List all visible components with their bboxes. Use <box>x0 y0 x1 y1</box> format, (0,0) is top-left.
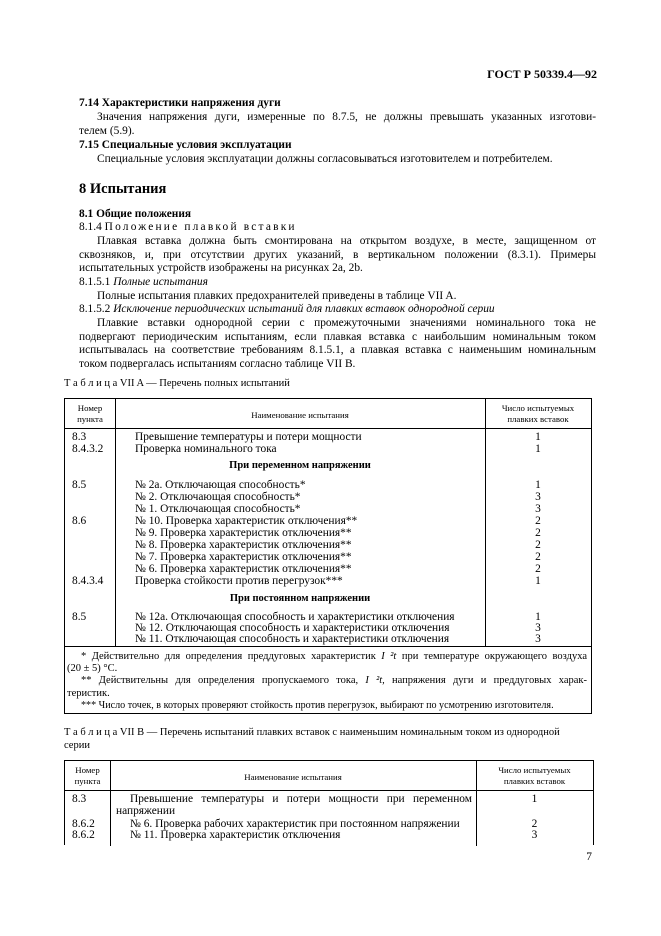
table-b-header-num <box>65 765 110 787</box>
table-b-row-count: 2 <box>531 818 538 830</box>
table-a-row-count: 2 <box>535 539 541 551</box>
table-b-row-num: 8.6.2 <box>72 818 95 830</box>
table-a-row-name: № 9. Проверка характеристик отключения** <box>135 527 352 539</box>
table-a-row-name: № 2а. Отключающая способность* <box>135 479 306 491</box>
footnote-1 <box>67 651 587 663</box>
table-b <box>64 760 594 845</box>
text-line: током подвергалась испытаниям согласно таблице VII B. <box>79 357 356 370</box>
section-title: Положение плавкой вставки <box>104 221 297 233</box>
header-line: плавких вставок <box>507 414 569 424</box>
table-a-header-name: Наименование испытания <box>251 410 349 420</box>
section-8-1-heading: 8.1 Общие положения <box>79 208 192 220</box>
caption-line: Т а б л и ц а VII B — Перечень испытаний плавких вставок с наименьшим номинальным током из однородной <box>64 727 560 738</box>
footnote-1-cont: (20 ± 5) °C. <box>67 663 118 675</box>
footnote-text: * Действительно для определения преддуговых характеристик <box>81 651 382 662</box>
table-a-row-count: 1 <box>535 575 541 587</box>
table-a-col-divider <box>115 399 116 646</box>
text-line: Плавкая вставка должна быть смонтирована на открытом воздухе, в месте, защищенном от <box>97 235 596 247</box>
footnote-2 <box>67 675 587 687</box>
table-b-row-name: № 11. Проверка характеристик отключения <box>130 829 341 841</box>
text-line: Значения напряжения дуги, измеренные по 8.7.5, не должны превышать указанных изготови- <box>97 111 596 123</box>
section-number: 8.1.4 <box>79 221 102 233</box>
table-a-row-num: 8.4.3.2 <box>72 443 104 455</box>
text-line: испытывалась на соответствие требованиям 8.1.5.1, а плавкая вставка с наименьшим номинальным <box>79 344 596 357</box>
table-a-header-num <box>65 403 115 425</box>
table-a-row-count: 2 <box>535 515 541 527</box>
text-line: подвергают периодическим испытаниям, если плавкая вставка с наибольшим номинальным током <box>79 330 596 343</box>
table-a-header-count <box>485 403 591 425</box>
section-8-1-5-1-text: Полные испытания плавких предохранителей приведены в таблице VII A. <box>97 290 457 302</box>
table-a-row-name: № 8. Проверка характеристик отключения** <box>135 539 352 551</box>
table-a-row-count: 3 <box>535 622 541 634</box>
table-b-row-count: 1 <box>531 793 538 805</box>
section-7-15-text: Специальные условия эксплуатации должны согласовываться изготовителем и потребителем. <box>97 153 553 165</box>
math-expression: I ²t <box>381 651 397 662</box>
text-line: телем (5.9). <box>79 124 135 137</box>
table-b-row-name <box>116 793 472 817</box>
header-line: пункта <box>77 414 103 424</box>
footnote-text: при температуре окружающего воздуха <box>396 651 587 662</box>
section-number: 8.1.5.2 <box>79 303 111 315</box>
section-7-14-text <box>79 111 596 138</box>
header-line: плавких вставок <box>503 776 566 786</box>
table-a-header-rule <box>65 428 591 429</box>
table-b-header-count <box>476 765 593 787</box>
table-a-row-count: 1 <box>535 443 541 455</box>
table-b-row-num: 8.6.2 <box>72 829 95 841</box>
table-a-row-name: № 11. Отключающая способность и характеристики отключения <box>135 633 450 645</box>
section-7-15-heading: 7.15 Специальные условия эксплуатации <box>79 139 292 151</box>
section-8-1-4-text <box>79 235 596 276</box>
text-line: испытательных устройств изображены на рисунках 2а, 2b. <box>79 262 363 275</box>
table-a-row-name: № 12. Отключающая способность и характеристики отключения <box>135 622 450 634</box>
footnote-text: ** Действительны для определения пропускаемого тока, <box>81 675 366 687</box>
table-a-row-count: 2 <box>535 551 541 563</box>
table-a-row-count: 3 <box>535 633 541 645</box>
table-a-row-count: 3 <box>535 491 541 503</box>
table-a-row-count: 1 <box>535 611 541 623</box>
row-name-line: Превышение температуры и потери мощности при переменном <box>130 793 472 805</box>
section-8-heading: 8 Испытания <box>79 181 167 197</box>
table-a-row-num: 8.3 <box>72 431 87 443</box>
section-title: Полные испытания <box>113 276 208 288</box>
table-a-row-count: 3 <box>535 503 541 515</box>
math-expression: I ²t, <box>365 675 385 687</box>
section-8-1-4-heading <box>79 221 297 233</box>
section-number: 8.1.5.1 <box>79 276 111 288</box>
table-a-caption: Т а б л и ц а VII A — Перечень полных испытаний <box>64 378 290 389</box>
table-a-row-name: № 12а. Отключающая способность и характеристики отключения <box>135 611 455 623</box>
table-a-row-count: 2 <box>535 527 541 539</box>
text-line: Плавкие вставки однородной серии с промежуточными значениями номинального тока не <box>97 317 596 329</box>
table-a-footnote-rule <box>65 646 591 647</box>
page-number: 7 <box>586 851 592 863</box>
header-line: Номер <box>77 403 103 413</box>
header-line: Число испытуемых <box>498 765 571 775</box>
table-b-row-count: 3 <box>531 829 538 841</box>
table-a-row-count: 2 <box>535 563 541 575</box>
table-b-caption <box>64 726 592 752</box>
row-name-line: напряжении <box>116 805 176 817</box>
footnote-3: *** Число точек, в которых проверяют стойкость против перегрузок, выбирают по усмотрению изготовителя. <box>81 699 554 711</box>
footnote-text: напряжения дуги и преддуговых харак- <box>384 675 587 687</box>
caption-line: серии <box>64 740 90 751</box>
table-a <box>64 398 592 714</box>
table-a-row-name: № 7. Проверка характеристик отключения** <box>135 551 352 563</box>
table-a-row-name: Проверка стойкости против перегрузок*** <box>135 575 343 587</box>
table-a-row-count: 1 <box>535 479 541 491</box>
table-a-row-num: 8.4.3.4 <box>72 575 104 587</box>
table-a-row-count: 1 <box>535 431 541 443</box>
table-a-row-num: 8.5 <box>72 611 87 623</box>
document-header: ГОСТ Р 50339.4—92 <box>487 67 597 81</box>
table-a-row-num: 8.6 <box>72 515 87 527</box>
table-a-row-name: № 10. Проверка характеристик отключения** <box>135 515 358 527</box>
section-8-1-5-2-text <box>79 317 596 371</box>
table-b-header-name: Наименование испытания <box>244 772 342 782</box>
table-b-row-num: 8.3 <box>72 793 87 805</box>
table-a-footnotes <box>67 651 587 712</box>
table-a-row-name: № 6. Проверка характеристик отключения** <box>135 563 352 575</box>
header-line: Число испытуемых <box>501 403 575 413</box>
section-title: Исключение периодических испытаний для плавких вставок однородной серии <box>113 303 495 315</box>
table-b-row-name: № 6. Проверка рабочих характеристик при постоянном напряжении <box>130 818 460 830</box>
table-a-row-num: 8.5 <box>72 479 87 491</box>
table-a-row-name: № 1. Отключающая способность* <box>135 503 301 515</box>
header-line: пункта <box>74 776 101 786</box>
header-line: Номер <box>75 765 100 775</box>
table-a-subheading-ac: При переменном напряжении <box>229 460 371 471</box>
table-a-subheading-dc: При постоянном напряжении <box>229 593 371 604</box>
footnote-2-cont: теристик. <box>67 687 110 699</box>
table-a-row-name: Превышение температуры и потери мощности <box>135 431 362 443</box>
section-8-1-5-2-heading <box>79 303 495 315</box>
text-line: сквозняков, и, при отсутствии других указаний, в вертикальном положении (8.3.1). Примеры <box>79 248 596 261</box>
section-7-14-heading: 7.14 Характеристики напряжения дуги <box>79 97 281 109</box>
table-b-header-rule <box>65 790 593 791</box>
section-8-1-5-1-heading <box>79 276 208 288</box>
table-a-row-name: Проверка номинального тока <box>135 443 277 455</box>
table-a-row-name: № 2. Отключающая способность* <box>135 491 301 503</box>
